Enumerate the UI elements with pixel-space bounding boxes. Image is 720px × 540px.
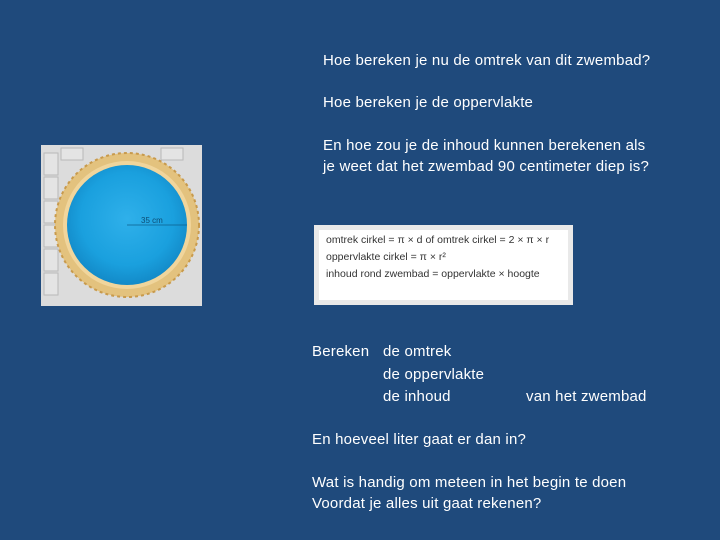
task-circumference: de omtrek <box>383 343 452 360</box>
question-circumference: Hoe bereken je nu de omtrek van dit zwembad? <box>323 52 651 69</box>
question-area: Hoe bereken je de oppervlakte <box>323 94 534 111</box>
formula-circumference: omtrek cirkel = π × d of omtrek cirkel = 2 × π × r <box>326 234 550 246</box>
task-suffix: van het zwembad <box>526 388 647 405</box>
formula-area: oppervlakte cirkel = π × r² <box>326 251 446 263</box>
task-area: de oppervlakte <box>383 366 485 383</box>
task-intro: Bereken <box>312 343 370 360</box>
question-volume-line1: En hoe zou je de inhoud kunnen berekenen als <box>323 137 646 154</box>
radius-label: 35 cm <box>141 216 163 225</box>
pool-illustration <box>41 145 202 306</box>
task-volume: de inhoud <box>383 388 451 405</box>
question-volume-line2: je weet dat het zwembad 90 centimeter diep is? <box>323 158 650 175</box>
pool-image <box>41 145 202 306</box>
tip-line1: Wat is handig om meteen in het begin te doen <box>312 474 627 491</box>
formula-card <box>314 225 573 305</box>
liters-question: En hoeveel liter gaat er dan in? <box>312 431 527 448</box>
formula-list <box>319 230 568 300</box>
formula-volume: inhoud rond zwembad = oppervlakte × hoogte <box>326 268 540 280</box>
tip-line2: Voordat je alles uit gaat rekenen? <box>312 495 542 512</box>
